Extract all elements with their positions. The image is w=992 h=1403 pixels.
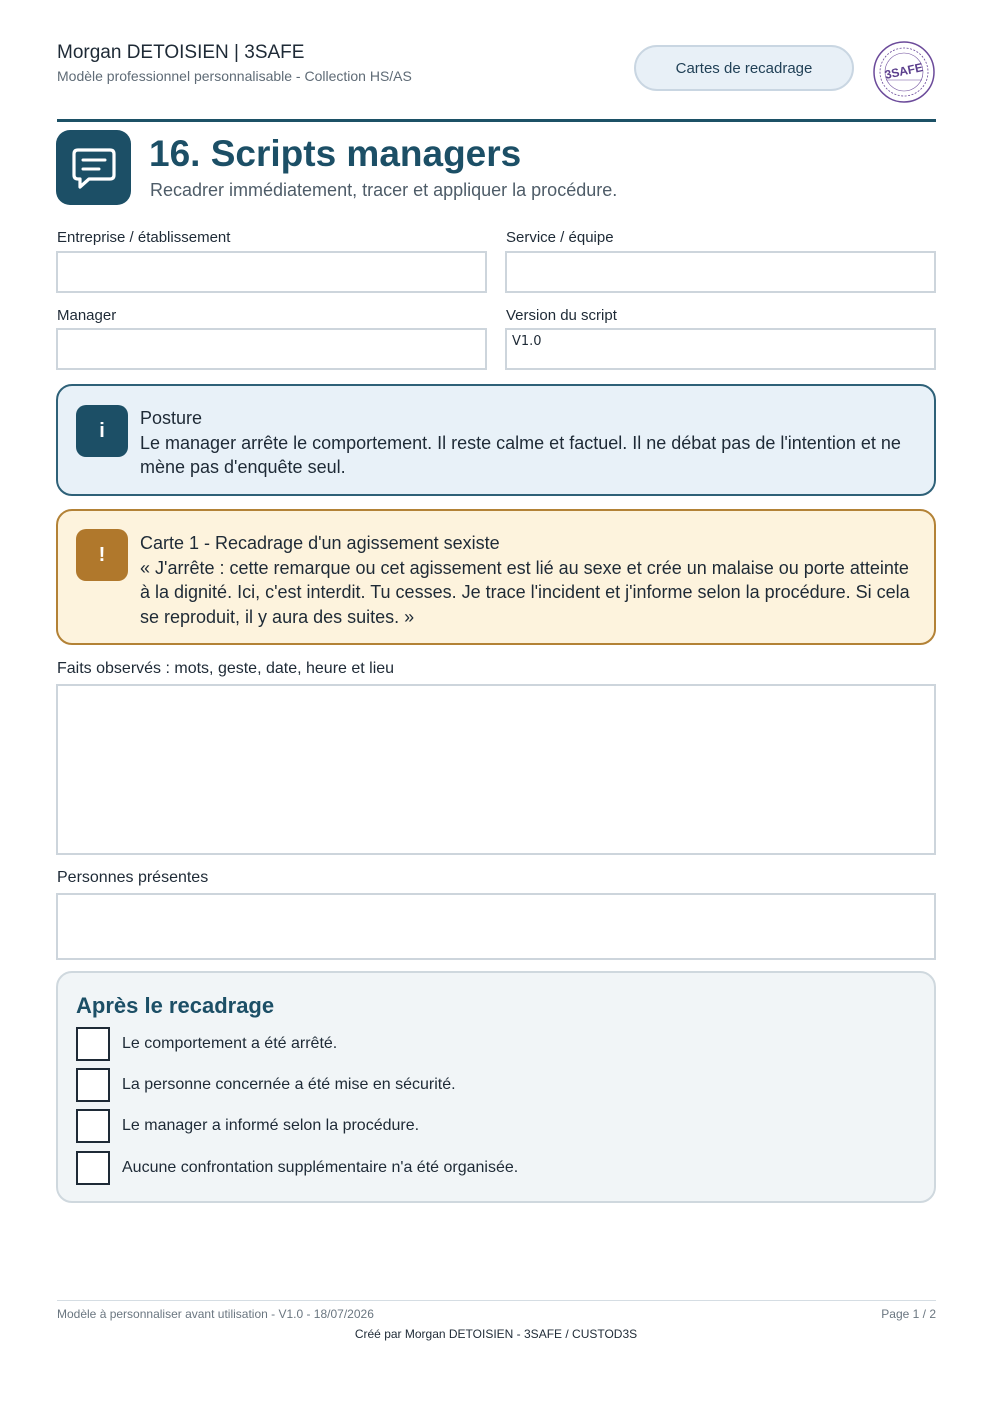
checkbox[interactable] (76, 1109, 110, 1143)
checkbox[interactable] (76, 1027, 110, 1061)
version-field[interactable] (505, 328, 936, 370)
service-label: Service / équipe (506, 229, 614, 246)
posture-content (140, 406, 910, 480)
posture-text: Le manager arrête le comportement. Il reste calme et factuel. Il ne débat pas de l'intention et ne mène pas d'enquête seul. (140, 432, 901, 477)
checklist-item[interactable] (76, 1109, 419, 1143)
3safe-seal-logo (872, 40, 936, 104)
checklist-item-label: Le comportement a été arrêté. (122, 1035, 338, 1052)
header-divider (57, 119, 936, 122)
checklist-item[interactable] (76, 1027, 337, 1061)
category-tag-label: Cartes de recadrage (675, 59, 813, 77)
checklist-item-label: Le manager a informé selon la procédure. (122, 1117, 420, 1134)
faits-value (58, 686, 934, 694)
page-title: 16. Scripts managers (149, 133, 522, 174)
collection-subtitle: Modèle professionnel personnalisable - Collection HS/AS (57, 68, 412, 84)
page-number: Page 1 / 2 (881, 1307, 936, 1321)
category-tag (634, 45, 854, 91)
posture-heading: Posture (140, 408, 203, 428)
author-name: Morgan DETOISIEN | 3SAFE (57, 42, 305, 63)
faits-textarea[interactable] (56, 684, 936, 855)
manager-field[interactable] (56, 328, 487, 370)
manager-label: Manager (57, 307, 117, 324)
info-icon: i (76, 405, 128, 457)
page-subtitle: Recadrer immédiatement, tracer et appliquer la procédure. (150, 180, 618, 200)
version-value: V1.0 (512, 334, 542, 349)
svg-text:3SAFE: 3SAFE (883, 60, 925, 82)
entreprise-value (58, 253, 485, 261)
chat-bubble-icon (56, 130, 131, 205)
personnes-value (58, 895, 934, 903)
service-value (507, 253, 934, 261)
faits-label: Faits observés : mots, geste, date, heure et lieu (57, 660, 395, 677)
footer-divider (57, 1300, 936, 1301)
personnes-field[interactable] (56, 893, 936, 960)
footer-credit: Créé par Morgan DETOISIEN - 3SAFE / CUSTOD3S (354, 1327, 638, 1341)
posture-callout (56, 384, 936, 496)
manager-value (58, 330, 485, 338)
service-field[interactable] (505, 251, 936, 293)
entreprise-field[interactable] (56, 251, 487, 293)
entreprise-label: Entreprise / établissement (57, 229, 231, 246)
checklist-item[interactable] (76, 1151, 518, 1185)
version-label: Version du script (506, 307, 617, 324)
footer-version-note: Modèle à personnaliser avant utilisation - V1.0 - 18/07/2026 (57, 1307, 374, 1321)
carte-text: « J'arrête : cette remarque ou cet agissement est lié au sexe et crée un malaise ou porte atteinte à la dignité. Ici, c'est interdit. Tu cesses. Je trace l'incident et j'informe selon la procédure. Si cela se reproduit, il y aura des suites. » (140, 557, 910, 627)
carte-callout (56, 509, 936, 645)
personnes-label: Personnes présentes (57, 869, 209, 886)
checklist-item-label: Aucune confrontation supplémentaire n'a été organisée. (122, 1159, 519, 1176)
warning-icon: ! (76, 529, 128, 581)
checklist-title: Après le recadrage (76, 993, 275, 1018)
apres-recadrage-checklist (56, 971, 936, 1203)
checklist-item-label: La personne concernée a été mise en sécurité. (122, 1076, 456, 1093)
carte-content (140, 531, 910, 629)
checkbox[interactable] (76, 1151, 110, 1185)
carte-heading: Carte 1 - Recadrage d'un agissement sexiste (140, 533, 500, 553)
checklist-item[interactable] (76, 1068, 456, 1102)
checkbox[interactable] (76, 1068, 110, 1102)
